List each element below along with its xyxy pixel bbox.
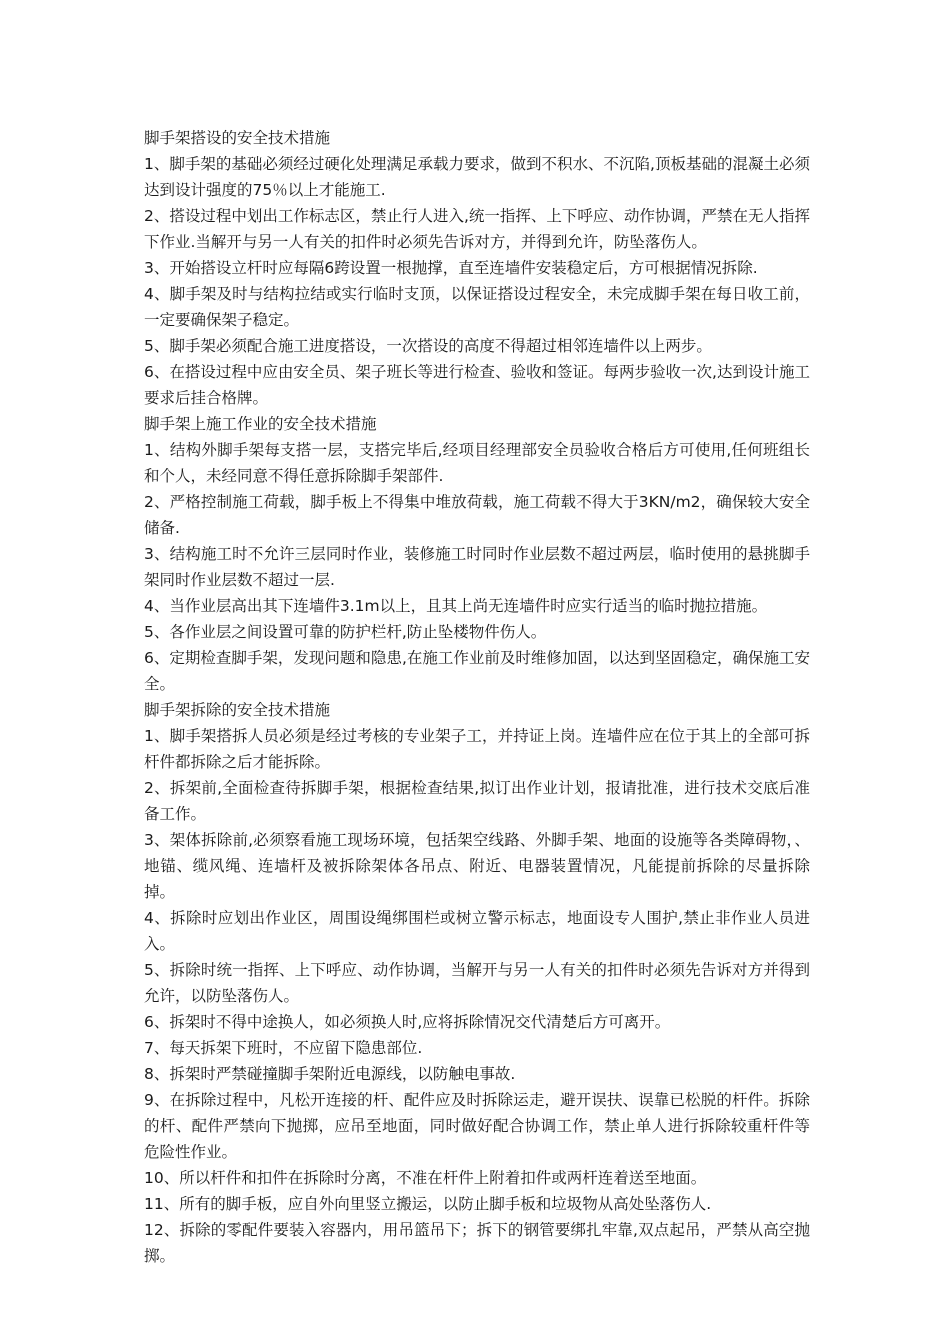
paragraph: 9、在拆除过程中，凡松开连接的杆、配件应及时拆除运走，避开误扶、误靠已松脱的杆件。拆除的杆、配件严禁向下抛掷，应吊至地面，同时做好配合协调工作，禁止单人进行拆除较重杆件等危险性作业。: [144, 1091, 810, 1161]
paragraph: 11、所有的脚手板，应自外向里竖立搬运，以防止脚手板和垃圾物从高处坠落伤人.: [144, 1195, 712, 1213]
paragraph: 1、脚手架搭拆人员必须是经过考核的专业架子工，并持证上岗。连墙件应在位于其上的全部可拆杆件都拆除之后才能拆除。: [144, 727, 810, 771]
paragraph: 4、脚手架及时与结构拉结或实行临时支顶，以保证搭设过程安全，未完成脚手架在每日收工前，一定要确保架子稳定。: [144, 285, 810, 329]
paragraph: 1、结构外脚手架每支搭一层，支搭完毕后,经项目经理部安全员验收合格后方可使用,任何班组长和个人，未经同意不得任意拆除脚手架部件.: [144, 441, 810, 485]
section-heading: 脚手架拆除的安全技术措施: [144, 701, 331, 719]
document-body: [144, 125, 810, 1269]
paragraph: 5、各作业层之间设置可靠的防护栏杆,防止坠楼物件伤人。: [144, 623, 547, 641]
paragraph: 4、拆除时应划出作业区，周围设绳绑围栏或树立警示标志，地面设专人围护,禁止非作业人员进入。: [144, 909, 810, 953]
paragraph: 2、严格控制施工荷载，脚手板上不得集中堆放荷载，施工荷载不得大于3KN/m2，确保较大安全储备.: [144, 493, 810, 537]
paragraph: 6、拆架时不得中途换人，如必须换人时,应将拆除情况交代清楚后方可离开。: [144, 1013, 671, 1031]
paragraph: 6、在搭设过程中应由安全员、架子班长等进行检查、验收和签证。每两步验收一次,达到设计施工要求后挂合格牌。: [144, 363, 810, 407]
paragraph: 2、拆架前,全面检查待拆脚手架，根据检查结果,拟订出作业计划，报请批准，进行技术交底后准备工作。: [144, 779, 810, 823]
paragraph: 4、当作业层高出其下连墙件3.1m以上，且其上尚无连墙件时应实行适当的临时抛拉措施。: [144, 597, 768, 615]
paragraph: 1、脚手架的基础必须经过硬化处理满足承载力要求，做到不积水、不沉陷,顶板基础的混凝土必须达到设计强度的75％以上才能施工.: [144, 155, 810, 199]
paragraph: 7、每天拆架下班时，不应留下隐患部位.: [144, 1039, 423, 1057]
section-heading: 脚手架上施工作业的安全技术措施: [144, 415, 377, 433]
paragraph: 12、拆除的零配件要装入容器内，用吊篮吊下；拆下的钢管要绑扎牢靠,双点起吊，严禁从高空抛掷。: [144, 1221, 810, 1265]
paragraph: 6、定期检查脚手架，发现问题和隐患,在施工作业前及时维修加固，以达到坚固稳定，确保施工安全。: [144, 649, 810, 693]
section-heading: 脚手架搭设的安全技术措施: [144, 129, 331, 147]
paragraph: 2、搭设过程中划出工作标志区，禁止行人进入,统一指挥、上下呼应、动作协调，严禁在无人指挥下作业.当解开与另一人有关的扣件时必须先告诉对方，并得到允许，防坠落伤人。: [144, 207, 810, 251]
paragraph: 3、架体拆除前,必须察看施工现场环境，包括架空线路、外脚手架、地面的设施等各类障碍物，、地锚、缆风绳、连墙杆及被拆除架体各吊点、附近、电器装置情况，凡能提前拆除的尽量拆除掉。: [144, 831, 810, 901]
paragraph: 8、拆架时严禁碰撞脚手架附近电源线，以防触电事故.: [144, 1065, 516, 1083]
paragraph: 5、拆除时统一指挥、上下呼应、动作协调，当解开与另一人有关的扣件时必须先告诉对方并得到允许，以防坠落伤人。: [144, 961, 810, 1005]
paragraph: 10、所以杆件和扣件在拆除时分离，不准在杆件上附着扣件或两杆连着送至地面。: [144, 1169, 707, 1187]
paragraph: 3、开始搭设立杆时应每隔6跨设置一根抛撑，直至连墙件安装稳定后，方可根据情况拆除.: [144, 259, 758, 277]
paragraph: 3、结构施工时不允许三层同时作业，装修施工时同时作业层数不超过两层，临时使用的悬挑脚手架同时作业层数不超过一层.: [144, 545, 810, 589]
paragraph: 5、脚手架必须配合施工进度搭设，一次搭设的高度不得超过相邻连墙件以上两步。: [144, 337, 712, 355]
